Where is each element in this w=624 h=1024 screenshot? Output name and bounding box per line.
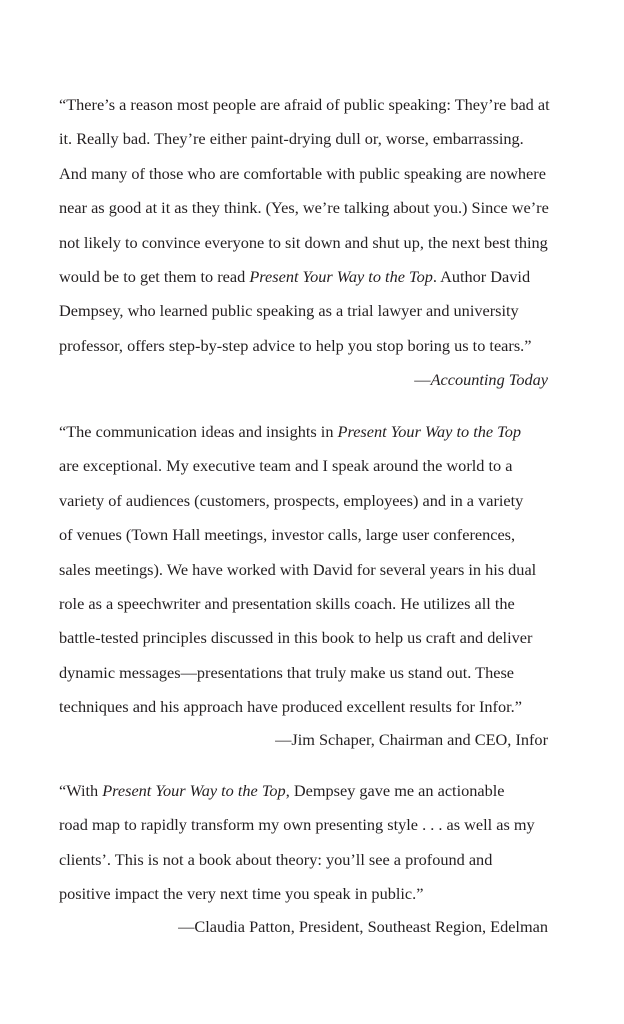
testimonial-attribution	[275, 729, 548, 751]
text-run: of venues (Town Hall meetings, investor calls, large user conferences,	[59, 525, 516, 545]
quote-line	[59, 449, 575, 483]
quote-line	[59, 690, 575, 724]
text-run: clients’. This is not a book about theory: you’ll see a profound and	[59, 849, 493, 869]
text-run: positive impact the very next time you speak in public.”	[59, 884, 424, 904]
text-run: role as a speechwriter and presentation skills coach. He utilizes all the	[59, 593, 515, 613]
text-run: . Author David	[432, 266, 531, 286]
book-title-text: Accounting Today	[430, 370, 548, 389]
text-run: “With	[59, 781, 103, 800]
text-run: “The communication ideas and insights in	[59, 422, 338, 441]
text-run: road map to rapidly transform my own presenting style . . . as well as my	[59, 815, 535, 835]
testimonial-quote	[59, 88, 575, 363]
quote-line	[59, 88, 575, 122]
text-run: professor, offers step-by-step advice to help you stop boring us to tears.”	[59, 335, 532, 355]
text-run: “There’s a reason most people are afraid of public speaking: They’re bad at	[59, 95, 550, 114]
text-run: it. Really bad. They’re either paint-drying dull or, worse, embarrassing.	[59, 129, 524, 149]
text-run: —Claudia Patton, President, Southeast Region, Edelman	[178, 917, 548, 936]
text-run: are exceptional. My executive team and I speak around the world to a	[59, 456, 513, 476]
quote-line	[59, 843, 575, 877]
quote-line	[59, 808, 575, 842]
text-run: techniques and his approach have produced excellent results for Infor.”	[59, 697, 522, 717]
text-run: battle-tested principles discussed in this book to help us craft and deliver	[59, 628, 533, 648]
quote-line	[59, 415, 575, 449]
quote-line	[59, 191, 575, 225]
text-run: And many of those who are comfortable with public speaking are nowhere	[59, 163, 546, 183]
testimonial-quote	[59, 774, 575, 912]
quote-line	[59, 518, 575, 552]
text-run: variety of audiences (customers, prospects, employees) and in a variety	[59, 490, 524, 510]
quote-line	[59, 329, 575, 363]
text-run: —	[414, 370, 431, 389]
text-run: dynamic messages—presentations that truly make us stand out. These	[59, 662, 515, 682]
quote-line	[59, 260, 575, 294]
text-run: Dempsey, who learned public speaking as a trial lawyer and university	[59, 301, 519, 321]
quote-line	[59, 484, 575, 518]
quote-line	[59, 294, 575, 328]
text-run: , Dempsey gave me an actionable	[285, 781, 505, 800]
testimonial-quote	[59, 415, 575, 725]
testimonial-attribution	[178, 916, 548, 938]
text-run: —Jim Schaper, Chairman and CEO, Infor	[275, 730, 548, 749]
quote-line	[59, 877, 575, 911]
text-run: near as good at it as they think. (Yes, we’re talking about you.) Since we’re	[59, 198, 549, 218]
quote-line	[59, 774, 575, 808]
quote-line	[59, 157, 575, 191]
quote-line	[59, 621, 575, 655]
quote-line	[59, 587, 575, 621]
quote-line	[59, 553, 575, 587]
text-run: not likely to convince everyone to sit down and shut up, the next best thing	[59, 232, 548, 252]
quote-line	[59, 656, 575, 690]
quote-line	[59, 122, 575, 156]
text-run: sales meetings). We have worked with David for several years in his dual	[59, 559, 537, 579]
book-title-text: Present Your Way to the Top	[249, 266, 433, 286]
testimonial-attribution	[414, 369, 548, 391]
text-run: would be to get them to read	[59, 266, 250, 286]
quote-line	[59, 226, 575, 260]
book-title-text: Present Your Way to the Top	[337, 422, 522, 441]
book-title-text: Present Your Way to the Top	[102, 781, 286, 800]
